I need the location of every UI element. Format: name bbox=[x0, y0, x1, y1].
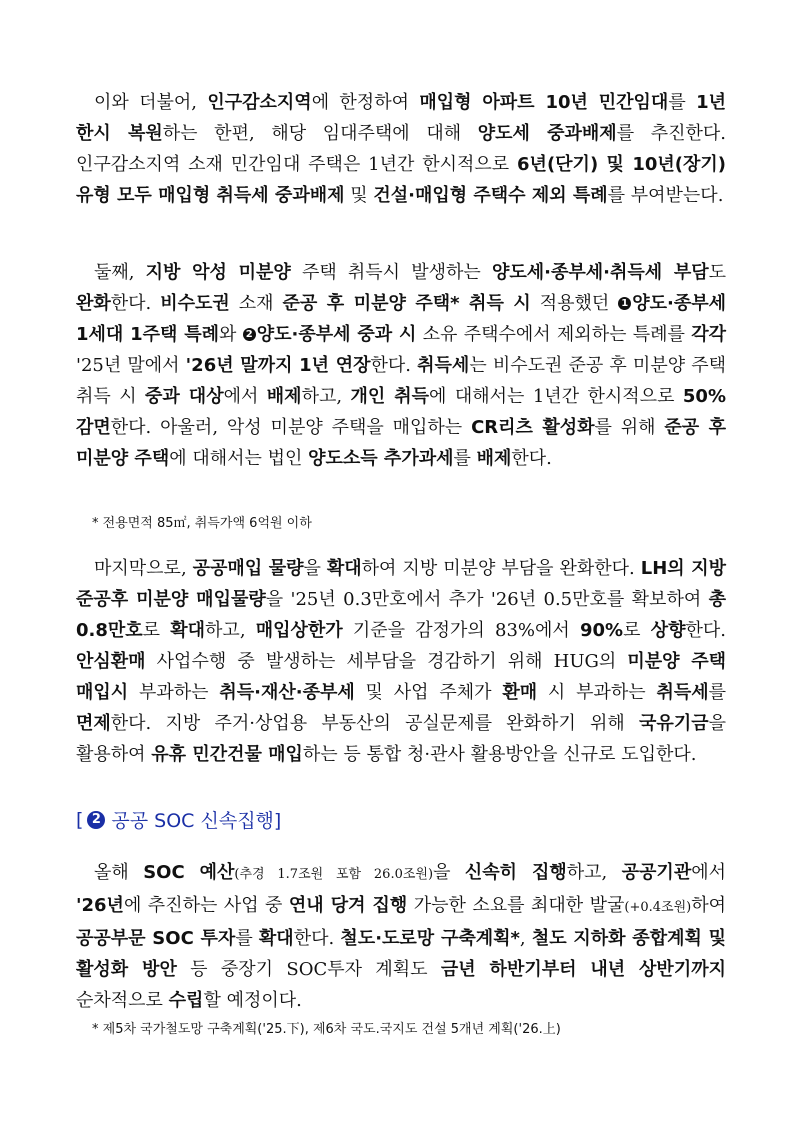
circled-number-1: 1 bbox=[618, 297, 631, 310]
circled-number-2: 2 bbox=[243, 328, 256, 341]
footnote-plans: * 제5차 국가철도망 구축계획('25.下), 제6차 국도.국지도 건설 5개년 계획('26.上) bbox=[92, 1022, 561, 1037]
paragraph-population-decline: 이와 더불어, 인구감소지역에 한정하여 매입형 아파트 10년 민간임대를 1년 한시 복원하는 한편, 해당 임대주택에 대해 양도세 중과배제를 추진한다. 인구감소지역 소재 민간임대 주택은 1년간 한시적으로 6년(단기) 및 10년(장기) 유형 모두 매입형 취득세 중과배제 및 건설·매입형 주택수 제외 특례를 부여받는다. bbox=[76, 92, 726, 206]
section-heading-soc: [ 2 공공 SOC 신속집행] bbox=[76, 808, 282, 832]
paragraph-unsold-housing: 둘째, 지방 악성 미분양 주택 취득시 발생하는 양도세·종부세·취득세 부담도 완화한다. 비수도권 소재 준공 후 미분양 주택* 취득 시 적용했던 1 양도·종부세 1세대 1주택 특례와 2 양도·종부세 중과 시 소유 주택수에서 제외하는 특례를 각각 '25년 말에서 '26년 말까지 1년 연장한다. 취득세는 비수도권 준공 후 미분양 주택 취득 시 중과 대상에서 배제하고, 개인 취득에 대해서는 1년간 한시적으로 50% 감면한다. 아울러, 악성 미분양 주택을 매입하는 CR리츠 활성화를 위해 준공 후 미분양 주택에 대해서는 법인 양도소득 추가과세를 배제한다. bbox=[76, 262, 727, 469]
paragraph-public-purchase: 마지막으로, 공공매입 물량을 확대하여 지방 미분양 부담을 완화한다. LH의 지방 준공후 미분양 매입물량을 '25년 0.3만호에서 추가 '26년 0.5만호를 확보하여 총 0.8만호로 확대하고, 매입상한가 기준을 감정가의 83%에서 90%로 상향한다. 안심환매 사업수행 중 발생하는 세부담을 경감하기 위해 HUG의 미분양 주택 매입시 부과하는 취득·재산·종부세 및 사업 주체가 환매 시 부과하는 취득세를 면제한다. 지방 주거·상업용 부동산의 공실문제를 완화하기 위해 국유기금을 활용하여 유휴 민간건물 매입하는 등 통합 청·관사 활용방안을 신규로 도입한다. bbox=[76, 558, 727, 765]
section-number-badge: 2 bbox=[87, 811, 105, 829]
footnote-area-price: * 전용면적 85㎡, 취득가액 6억원 이하 bbox=[92, 516, 312, 531]
paragraph-soc-investment: 올해 SOC 예산(추경 1.7조원 포함 26.0조원)을 신속히 집행하고, 공공기관에서 '26년에 추진하는 사업 중 연내 당겨 집행 가능한 소요를 최대한 발굴(+0.4조원)하여 공공부문 SOC 투자를 확대한다. 철도·도로망 구축계획*, 철도 지하화 종합계획 및 활성화 방안 등 중장기 SOC투자 계획도 금년 하반기부터 내년 상반기까지 순차적으로 수립할 예정이다. bbox=[76, 862, 726, 1011]
